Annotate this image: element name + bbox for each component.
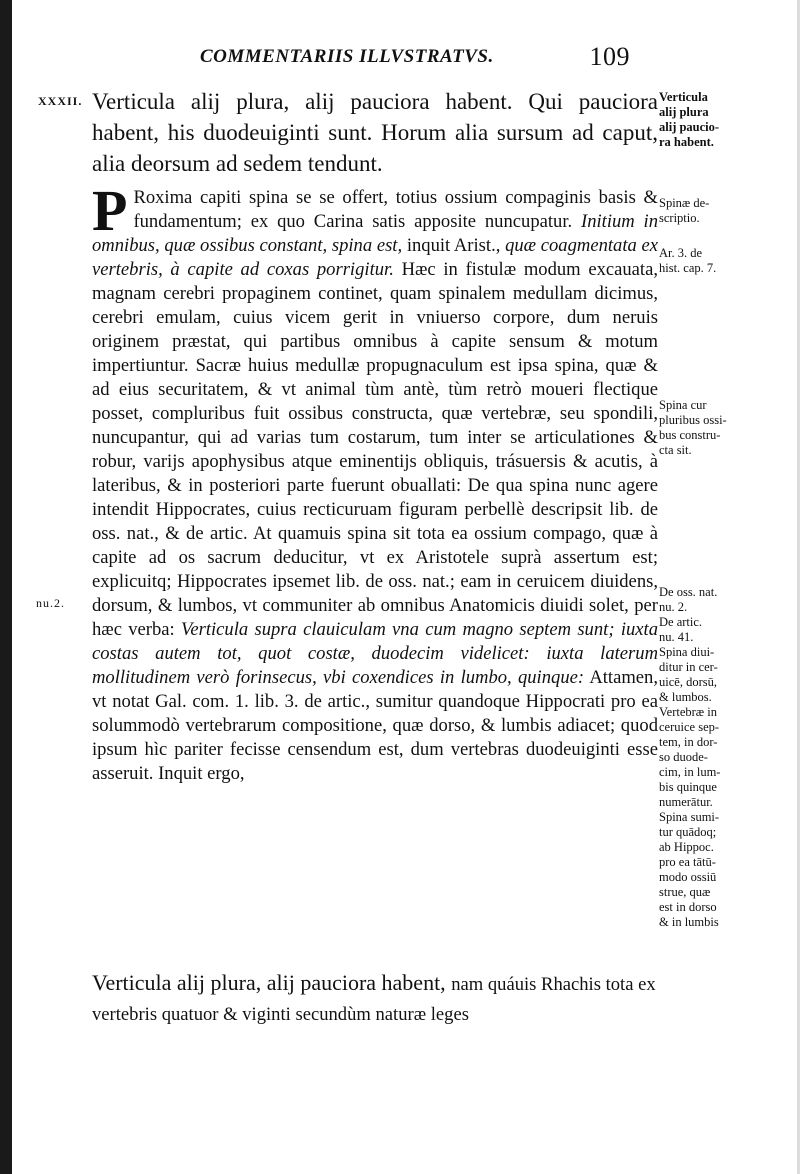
quotation-3: Verticula supra clauiculam vna cum magno septem sunt; iuxta costas autem tot, quot costæ, duodecim videlicet: iuxta laterum mollitudinem verò forinsecus, vbi coxendices in lumbo, quinque: (92, 619, 658, 688)
quotation-1: Initium in omnibus, quæ ossibus constant, spina est, (92, 211, 659, 256)
running-title: COMMENTARIIS ILLVSTRATVS. (200, 46, 494, 67)
commentary-text-1: Roxima capiti spina se se offert, totius ossium compaginis basis & fundamentum; ex quo Carina satis apposite nuncupatur. (133, 187, 658, 232)
closing-text: nam quáuis Rhachis tota ex vertebris quatuor & viginti secundùm naturæ leges (92, 974, 656, 1025)
margin-note-verticula: Verticula alij plura alij paucio- ra habent. (659, 90, 720, 149)
running-header (200, 42, 630, 76)
aphorism-heading: Verticula alij plura, alij pauciora habent. Qui pauciora habent, his duodeuiginti sunt. Horum alia sursum ad caput, alia deorsum ad sedem tendunt. (92, 89, 658, 176)
aphorism-repeat-text: Verticula alij plura, alij pauciora habent, (92, 970, 446, 995)
main-text-block (92, 86, 658, 179)
commentary-block (92, 178, 659, 786)
commentary-text-2: inquit Arist., (406, 235, 501, 256)
section-number: XXXII. (38, 94, 83, 108)
margin-note-spinae-descriptio: Spinæ de- scriptio. (659, 196, 710, 225)
commentary-paragraph (92, 178, 659, 786)
margin-note-arist-ref: Ar. 3. de hist. cap. 7. (659, 246, 717, 275)
aphorism-repeat (92, 968, 658, 1028)
margin-note-spina-cur: Spina cur pluribus ossi- bus constru- cta sit. (659, 398, 727, 457)
closing-block (92, 968, 658, 1028)
commentary-text-4: Attamen, vt notat Gal. com. 1. lib. 3. de artic., sumitur quandoque Hippocrati pro ea solummodò vertebrarum compositione, quæ dorso, & lumbis adiacet; quod ipsum hìc pariter fecisse censendum est, dum vertebras duodeuiginti esse asseruit. Inquit ergo, (92, 667, 658, 784)
commentary-text-3: Hæc in fistulæ modum excauata, magnam cerebri propaginem continet, quam spinalem medullam dicimus, cerebri emulam, cuius vicem gerit in vniuerso corpore, dum neruis originem præstat, qui partibus omnibus à capite sensum & motum impertiuntur. Sacræ huius medullæ propugnaculum est ipsa spina, quæ & ad eius securitatem, & vt animal tùm antè, tùm retrò moueri flectique posset, compluribus fuit ossibus constructa, quæ vertebræ, seu spondili, nuncupantur, qui ad varias tum costarum, tum inter se articulationes & robur, varijs apophysibus atque eminentijs obliquis, trásuersis & acutis, à lateribus, & in posteriori parte fuerunt obuallati: De qua spina nunc agere intendit Hippocrates, cuius recticuruam figuram perbellè descripsit lib. de oss. nat., & de artic. At quamuis spina sit tota ea ossium compago, quæ à capite ad os sacrum deducitur, vt ex Aristotele suprà assertum est; explicuitq; Hippocrates ipsemet lib. de oss. nat.; eam in ceruicem diuidens, dorsum, & lumbos, vt communiter ab omnibus Anatomicis diuidi solet, per hæc verba: (92, 259, 658, 640)
quotation-2: quæ coagmentata ex vertebris, à capite ad coxas porrigitur. (92, 235, 659, 280)
page-number: 109 (589, 42, 630, 71)
left-marginal-nu: nu.2. (36, 596, 65, 610)
page-edge-shadow (0, 0, 12, 1174)
drop-capital: P (92, 178, 128, 243)
margin-note-spina-diuiditur: De oss. nat. nu. 2. De artic. nu. 41. Spina diui- ditur in cer- uicē, dorsū, & lumbos. Vertebræ in ceruice sep- tem, in dor- so duode- cim, in lum- bis quinque numerātur. Spina sumi- tur quādoq; ab Hippoc. pro ea tātū- modo ossiū strue, quæ est in dorso & in lumbis (659, 585, 721, 929)
